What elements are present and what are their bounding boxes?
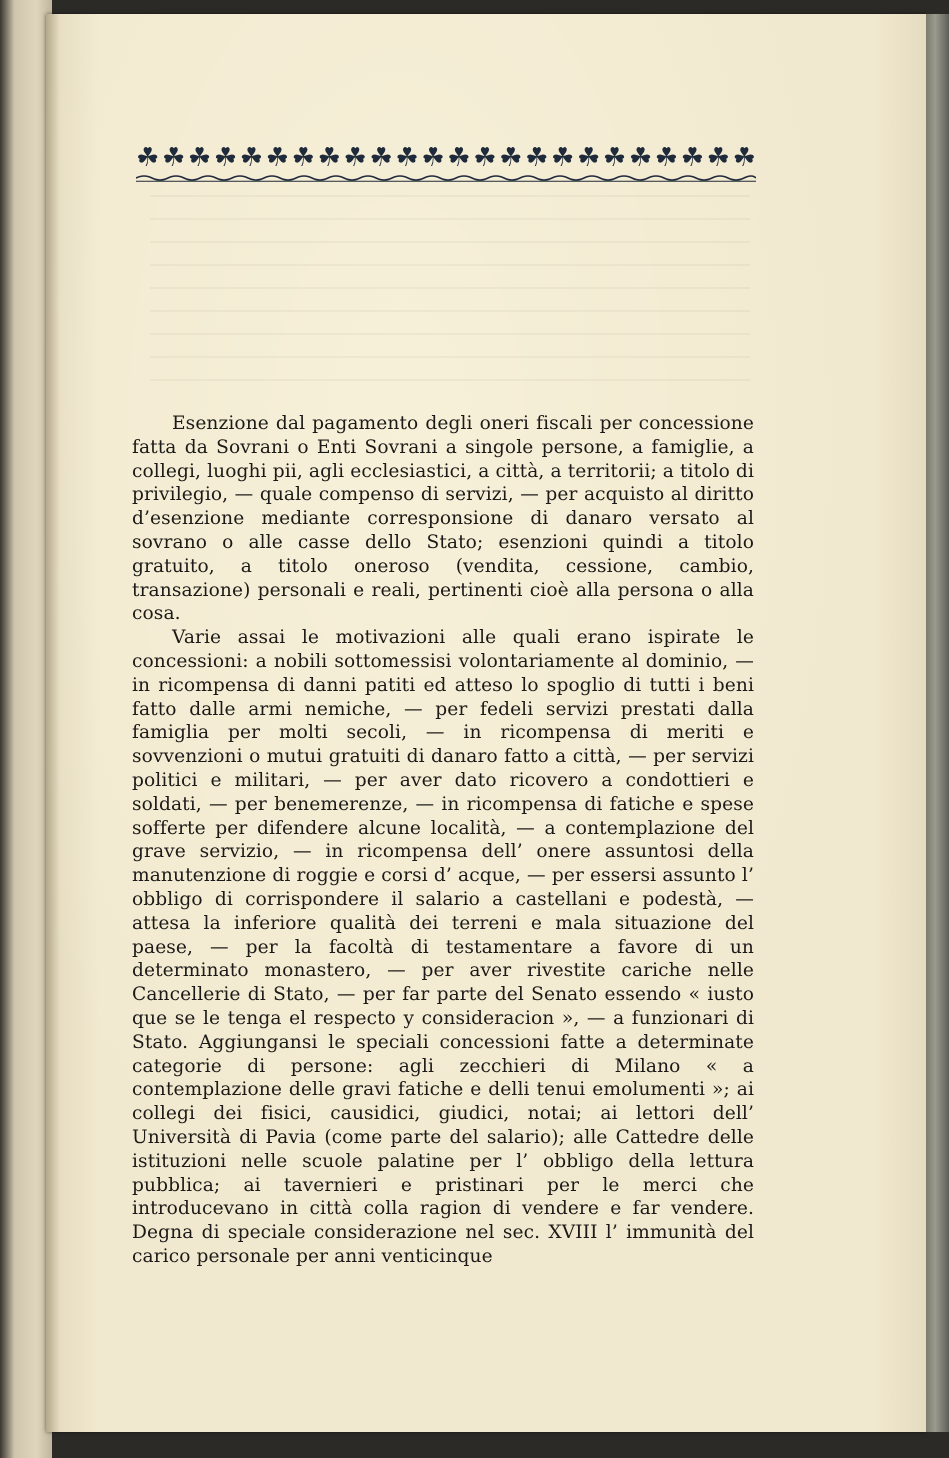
- clover-icon: ☘: [265, 143, 289, 173]
- clover-icon: ☘: [395, 143, 419, 173]
- spine-shadow: [46, 14, 60, 1432]
- paragraph-motivazioni: Varie assai le motivazioni alle quali erano ispirate le concessioni: a nobili sottomessisi volontariamente al dominio, — in ricompensa di danni patiti ed atteso lo spoglio di tutti i beni fatto dalle armi nemiche, — per fedeli servizi prestati dalla famiglia per molti secoli, — in ricompensa di meriti e sovvenzioni o mutui gratuiti di danaro fatto a città, — per servizi politici e militari, — per aver dato ricovero a condottieri e soldati, — per benemerenze, — in ricompensa di fatiche e spese sofferte per difendere alcune località, — a contemplazione del grave servizio, — in ricompensa dell’ onere assuntosi della manutenzione di roggie e corsi d’ acque, — per essersi assunto l’ obbligo di corrispondere il salario a castellani e podestà, — attesa la inferiore qualità dei terreni e mala situazione del paese, — per la facoltà di testamentare a favore di un determinato monastero, — per aver rivestite cariche nelle Cancellerie di Stato, — per far parte del Senato essendo « iusto que se le tenga el respecto y consideracion », — a funzionari di Stato. Aggiungansi le speciali concessioni fatte a determinate categorie di persone: agli zecchieri di Milano « a contemplazione delle gravi fatiche e delli tenui emolumenti »; ai collegi dei fisici, causidici, giudici, notai; ai lettori dell’ Università di Pavia (come parte del salario); alle Cattedre delle istituzioni nelle scuole palatine per l’ obbligo della lettura pubblica; ai tavernieri e pristinari per le merci che introducevano in città colla ragion di vendere e far vendere. Degna di speciale considerazione nel sec. XVIII l’ immunità del carico personale per anni venticinque: [132, 627, 754, 1267]
- clover-icon: ☘: [447, 143, 471, 173]
- clover-icon: ☘: [628, 143, 653, 173]
- clover-icon: ☘: [551, 143, 575, 173]
- book-cover-edge: [926, 14, 949, 1432]
- clover-icon: ☘: [602, 143, 627, 173]
- clover-icon: ☘: [161, 143, 186, 173]
- clover-icon: ☘: [213, 143, 238, 173]
- paragraph-esenzione: Esenzione dal pagamento degli oneri fiscali per concessione fatta da Sovrani o Enti Sovrani a singole persone, a famiglie, a collegi, luoghi pii, agli ecclesiastici, a città, a territorii; a titolo di privilegio, — quale compenso di servizi, — per acquisto al diritto d’esenzione mediante corresponsione di danaro versato al sovrano o alle casse dello Stato; esenzioni quindi a titolo gratuito, a titolo oneroso (vendita, cessione, cambio, transazione) personali e reali, pertinenti cioè alla persona o alla cosa.: [132, 413, 754, 625]
- clover-icon: ☘: [291, 143, 315, 173]
- clover-icon: ☘: [369, 143, 393, 173]
- clover-icon: ☘: [525, 143, 549, 173]
- clover-icon: ☘: [239, 143, 264, 173]
- clover-icon: ☘: [421, 143, 445, 173]
- clover-icon: ☘: [473, 143, 497, 173]
- body-text: [132, 412, 754, 1269]
- clover-icon: ☘: [680, 143, 704, 173]
- clover-icon: ☘: [343, 143, 367, 173]
- ornament-rule: [136, 174, 756, 182]
- book-left-edge: [0, 0, 52, 1458]
- clover-icon: ☘: [187, 143, 212, 173]
- header-ornament: [136, 143, 756, 185]
- clover-icon: ☘: [654, 143, 679, 173]
- clover-icon: ☘: [732, 143, 756, 173]
- clover-icon: ☘: [576, 143, 601, 173]
- clover-icon: ☘: [706, 143, 730, 173]
- show-through-text: [150, 195, 750, 395]
- clover-icon: ☘: [136, 143, 160, 173]
- clover-icon: ☘: [317, 143, 341, 173]
- clover-ornament-row: [136, 143, 756, 173]
- clover-icon: ☘: [499, 143, 523, 173]
